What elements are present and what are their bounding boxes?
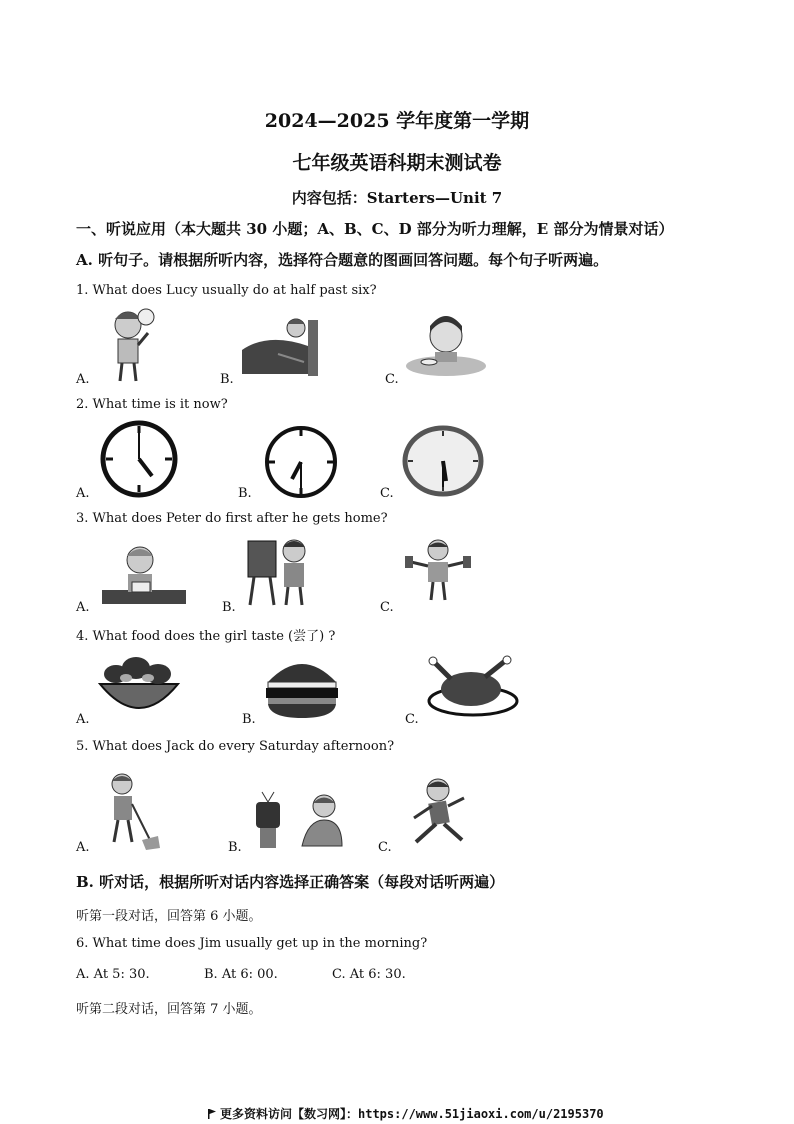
boy-running-icon: [404, 776, 474, 852]
q6-option-a: A. At 5: 30.: [76, 967, 150, 982]
q3-option-b: B.: [222, 600, 236, 615]
q5-option-c: C.: [378, 840, 392, 855]
dialogue-note-2: 听第二段对话，回答第 7 小题。: [76, 1002, 262, 1017]
q1-option-a: A.: [76, 372, 90, 387]
boy-watching-tv-icon: [252, 790, 344, 852]
question-6: 6. What time does Jim usually get up in the morning?: [76, 936, 428, 951]
page-title: 2024—2025 学年度第一学期: [264, 110, 530, 132]
girl-in-bed-icon: [238, 312, 324, 382]
question-5: 5. What does Jack do every Saturday afternoon?: [76, 739, 395, 754]
q6-option-b: B. At 6: 00.: [204, 967, 278, 982]
q4-option-a: A.: [76, 712, 90, 727]
q3-option-c: C.: [380, 600, 394, 615]
q1-option-c: C.: [385, 372, 399, 387]
q6-option-c: C. At 6: 30.: [332, 967, 406, 982]
boy-painting-icon: [244, 535, 314, 607]
boy-exercising-icon: [403, 538, 473, 602]
dialogue-note-1: 听第一段对话，回答第 6 小题。: [76, 909, 262, 924]
chicken-icon: [425, 655, 519, 717]
question-3: 3. What does Peter do first after he gets home?: [76, 511, 388, 526]
clock-icon: [262, 425, 340, 500]
q4-option-c: C.: [405, 712, 419, 727]
flag-icon: [208, 1109, 216, 1119]
footer: [208, 1105, 604, 1122]
salad-icon: [96, 650, 182, 722]
q2-option-a: A.: [76, 486, 90, 501]
q4-option-b: B.: [242, 712, 256, 727]
boy-sweeping-icon: [100, 770, 162, 852]
hamburger-icon: [264, 652, 340, 720]
question-2: 2. What time is it now?: [76, 397, 228, 412]
question-4: 4. What food does the girl taste (尝了) ?: [76, 629, 336, 644]
q2-option-c: C.: [380, 486, 394, 501]
section-heading: 一、听说应用（本大题共 30 小题；A、B、C、D 部分为听力理解，E 部分为情景对话）: [76, 220, 674, 238]
girl-eating-icon: [405, 312, 487, 378]
boy-reading-icon: [100, 540, 188, 610]
q5-option-b: B.: [228, 840, 242, 855]
part-a-heading: A. 听句子。请根据所听内容，选择符合题意的图画回答问题。每个句子听两遍。: [76, 251, 609, 269]
q5-option-a: A.: [76, 840, 90, 855]
clock-icon: [100, 420, 178, 498]
q3-option-a: A.: [76, 600, 90, 615]
q2-option-b: B.: [238, 486, 252, 501]
part-b-heading: B. 听对话，根据所听对话内容选择正确答案（每段对话听两遍）: [76, 873, 505, 891]
footer-link[interactable]: 更多资料访问【数习网】：https://www.51jiaoxi.com/u/2195370: [220, 1107, 604, 1121]
question-1: 1. What does Lucy usually do at half past six?: [76, 283, 377, 298]
q1-option-b: B.: [220, 372, 234, 387]
exam-subtitle: 内容包括：Starters—Unit 7: [291, 189, 503, 207]
girl-brushing-teeth-icon: [100, 305, 156, 383]
exam-title: 七年级英语科期末测试卷: [292, 152, 502, 174]
clock-icon: [402, 425, 484, 497]
